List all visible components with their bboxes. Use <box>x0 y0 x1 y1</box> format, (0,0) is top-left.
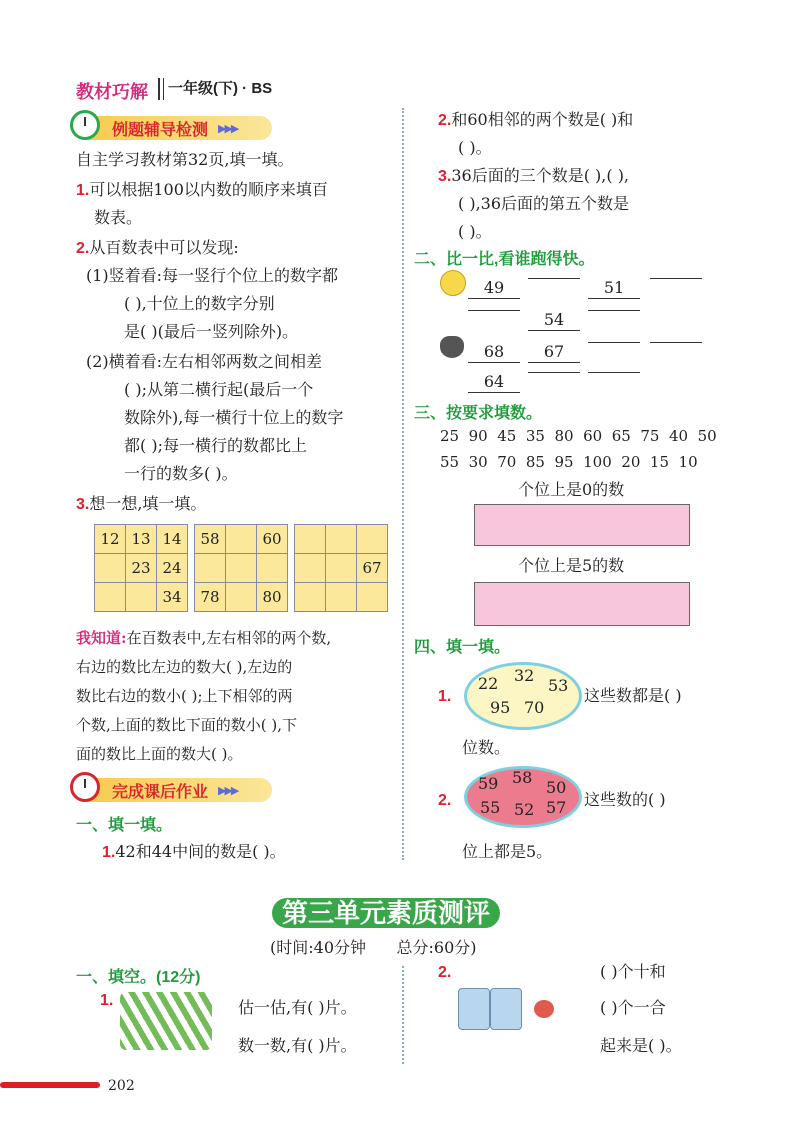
sequence-slot[interactable] <box>588 310 640 311</box>
page-number: 202 <box>108 1078 135 1094</box>
grid-cell[interactable] <box>357 583 388 612</box>
f1-number: 1. <box>438 688 452 705</box>
f2-number: 2. <box>438 792 452 809</box>
oval-number: 59 <box>478 774 499 793</box>
column-divider-top <box>402 108 404 860</box>
sequence-slot[interactable] <box>650 278 702 279</box>
f1-line2: 位数。 <box>462 738 511 757</box>
grid-cell[interactable] <box>226 554 257 583</box>
ones-zero-answer-box[interactable] <box>474 504 690 546</box>
sequence-slot[interactable] <box>588 372 640 373</box>
q2b-line4: 都( );每一横行的数都比上 <box>124 436 307 455</box>
intro-text: 自主学习教材第32页,填一填。 <box>76 150 294 169</box>
chick-icon <box>440 270 466 296</box>
grid-cell[interactable] <box>95 583 126 612</box>
grid-cell: 12 <box>95 525 126 554</box>
section-fill-in-title: 四、填一填。 <box>414 639 511 656</box>
section-banner-examples: 例题辅导检测 ▶▶▶ <box>76 116 272 140</box>
grid-cell[interactable] <box>226 583 257 612</box>
q2a-line3: 是( )(最后一竖列除外)。 <box>124 322 299 341</box>
oval-number: 52 <box>514 800 535 819</box>
homework-q1: 1.42和44中间的数是( )。 <box>102 842 286 861</box>
question-1-cont: 数表。 <box>94 208 143 227</box>
oval-number: 53 <box>548 676 569 695</box>
hundred-chart-grid-2 <box>194 524 288 612</box>
grid-cell[interactable] <box>295 583 326 612</box>
number-list-1: 25 90 45 35 80 60 65 75 40 50 <box>440 427 717 445</box>
f1-line1: 这些数都是( ) <box>584 686 682 705</box>
know-box <box>76 624 331 769</box>
q2b-line1: (2)横着看:左右相邻两数之间相差 <box>86 352 323 371</box>
sequence-slot[interactable] <box>650 342 702 343</box>
f2-line1: 这些数的( ) <box>584 790 666 809</box>
column-divider-bottom <box>402 966 404 1064</box>
footer-bar <box>0 1082 100 1088</box>
know-label: 我知道: <box>76 629 127 647</box>
sequence-slot[interactable] <box>588 342 640 343</box>
ones-five-answer-box[interactable] <box>474 582 690 626</box>
unit-title-banner <box>272 898 532 934</box>
right-q3-line2: ( ),36后面的第五个数是 <box>458 194 630 213</box>
page-header <box>76 78 273 104</box>
sequence-slot[interactable] <box>528 372 580 373</box>
know-line5: 面的数比上面的数大( )。 <box>76 745 243 763</box>
right-q3-line3: ( )。 <box>458 222 492 241</box>
b1-number: 1. <box>100 992 114 1009</box>
right-q2-cont: ( )。 <box>458 138 492 157</box>
oval-number: 95 <box>490 698 511 717</box>
sequence-slot[interactable] <box>468 310 520 311</box>
oval-number: 55 <box>480 798 501 817</box>
grid-cell[interactable] <box>257 554 288 583</box>
candy-icon <box>534 1000 554 1018</box>
grid-cell: 23 <box>126 554 157 583</box>
grid-cell[interactable] <box>295 554 326 583</box>
hundred-chart-grid-1 <box>94 524 188 612</box>
right-q2: 2.和60相邻的两个数是( )和 <box>438 110 634 129</box>
grid-cell[interactable] <box>95 554 126 583</box>
b1-estimate: 估一估,有( )片。 <box>238 998 357 1017</box>
oval-number: 50 <box>546 778 567 797</box>
oval-number: 22 <box>478 674 499 693</box>
number-list-2: 55 30 70 85 95 100 20 15 10 <box>440 453 698 471</box>
b1-count: 数一数,有( )片。 <box>238 1036 357 1055</box>
know-line1: 在百数表中,左右相邻的两个数, <box>126 629 332 647</box>
section-blanks-title: 一、填空。(12分) <box>76 969 201 986</box>
f2-line2: 位上都是5。 <box>462 842 553 861</box>
grade-label: 一年级(下) · BS <box>168 80 273 97</box>
section-fill-title: 一、填一填。 <box>76 817 173 834</box>
box2-label: 个位上是5的数 <box>518 556 625 575</box>
b2-line2: ( )个一合 <box>600 998 666 1017</box>
know-line4: 个数,上面的数比下面的数小( ),下 <box>76 716 298 734</box>
box1-label: 个位上是0的数 <box>518 480 625 499</box>
sequence-slot: 49 <box>468 278 520 299</box>
hundred-chart-grid-3 <box>294 524 388 612</box>
candy-jars-image <box>458 982 558 1034</box>
sequence-slot: 64 <box>468 372 520 393</box>
q2a-line1: (1)竖着看:每一竖行个位上的数字都 <box>86 266 339 285</box>
b2-line1: ( )个十和 <box>600 962 666 981</box>
alarm-clock-icon <box>70 772 100 802</box>
unit-title: 第三单元素质测评 <box>272 898 500 928</box>
header-divider <box>158 78 164 100</box>
question-3: 3.想一想,填一填。 <box>76 494 207 513</box>
grid-cell[interactable] <box>195 554 226 583</box>
grid-cell: 14 <box>157 525 188 554</box>
q2b-line5: 一行的数多( )。 <box>124 464 238 483</box>
grid-cell[interactable] <box>126 583 157 612</box>
sequence-slot: 68 <box>468 342 520 363</box>
sequence-slot: 67 <box>528 342 580 363</box>
grid-cell: 13 <box>126 525 157 554</box>
grid-cell[interactable] <box>326 583 357 612</box>
sequence-slot[interactable] <box>528 278 580 279</box>
sequence-slot: 51 <box>588 278 640 299</box>
question-1: 1.可以根据100以内数的顺序来填百 <box>76 180 328 199</box>
q2b-line2: ( );从第二横行起(最后一个 <box>124 380 314 399</box>
grid-cell[interactable] <box>295 525 326 554</box>
oval-number: 58 <box>512 768 533 787</box>
grid-cell: 67 <box>357 554 388 583</box>
q2a-line2: ( ),十位上的数字分别 <box>124 294 275 313</box>
grid-cell: 80 <box>257 583 288 612</box>
leaves-image <box>120 992 212 1050</box>
sequence-slot: 54 <box>528 310 580 331</box>
grid-cell: 78 <box>195 583 226 612</box>
grid-cell: 58 <box>195 525 226 554</box>
grid-cell[interactable] <box>326 554 357 583</box>
grid-cell: 60 <box>257 525 288 554</box>
oval-number: 70 <box>524 698 545 717</box>
q2b-line3: 数除外),每一横行十位上的数字 <box>124 408 344 427</box>
b2-line3: 起来是( )。 <box>600 1036 682 1055</box>
know-line2: 右边的数比左边的数大( ),左边的 <box>76 658 293 676</box>
grid-cell[interactable] <box>326 525 357 554</box>
grid-cell[interactable] <box>226 525 257 554</box>
cat-icon <box>440 336 464 358</box>
clock-icon <box>70 110 100 140</box>
section-fill-by-rule-title: 三、按要求填数。 <box>414 405 543 422</box>
b2-number: 2. <box>438 964 452 981</box>
brand-title: 教材巧解 <box>76 82 148 102</box>
oval-number: 57 <box>546 798 567 817</box>
right-q3: 3.36后面的三个数是( ),( ), <box>438 166 630 185</box>
section-banner-homework: 完成课后作业 ▶▶▶ <box>76 778 272 802</box>
jar-icon <box>458 988 490 1030</box>
know-line3: 数比右边的数小( );上下相邻的两 <box>76 687 293 705</box>
time-and-score: (时间:40分钟 总分:60分) <box>270 938 477 957</box>
question-2: 2.从百数表中可以发现: <box>76 238 239 257</box>
grid-cell[interactable] <box>357 525 388 554</box>
section-race-title: 二、比一比,看谁跑得快。 <box>414 251 595 268</box>
jar-icon <box>490 988 522 1030</box>
grid-cell: 34 <box>157 583 188 612</box>
oval-number: 32 <box>514 666 535 685</box>
grid-cell: 24 <box>157 554 188 583</box>
